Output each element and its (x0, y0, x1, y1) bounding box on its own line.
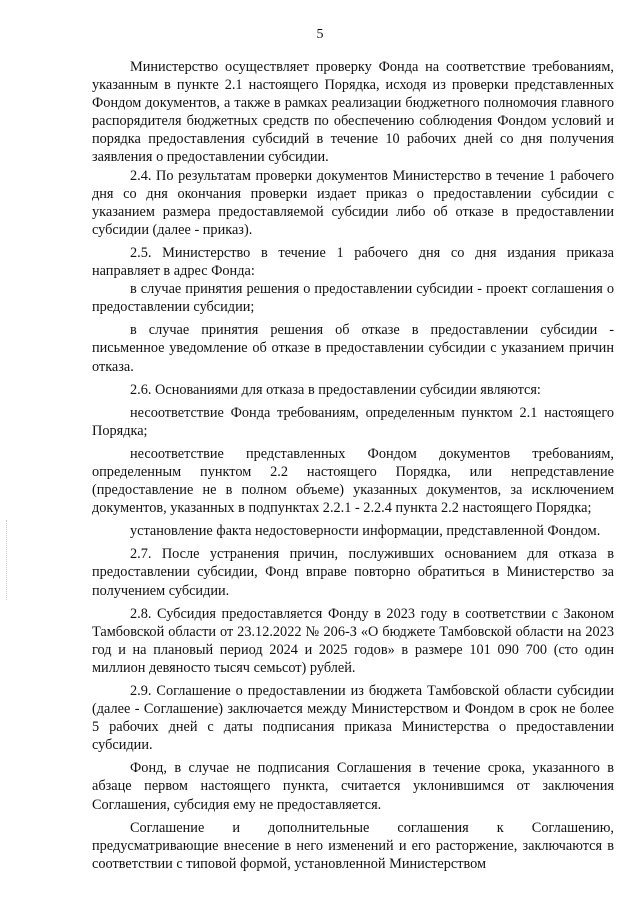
paragraph: 2.5. Министерство в течение 1 рабочего дня со дня издания приказа направляет в адрес Фонда: (92, 244, 614, 280)
paragraph: несоответствие представленных Фондом документов требованиям, определенным пунктом 2.2 настоящего Порядка, или непредставление (предоставление не в полном объеме) указанных документов, за исключением документов, указанных в подпунктах 2.2.1 - 2.2.4 пункта 2.2 настоящего Порядка; (92, 445, 614, 517)
paragraph: 2.6. Основаниями для отказа в предоставлении субсидии являются: (130, 381, 541, 398)
page-number: 5 (316, 27, 324, 42)
paragraph: 2.8. Субсидия предоставляется Фонду в 2023 году в соответствии с Законом Тамбовской области от 23.12.2022 № 206-З «О бюджете Тамбовской области на 2023 год и на плановый период 2024 и 2025 годов» в размере 101 090 700 (сто один миллион девяносто тысяч семьсот) рублей. (92, 605, 614, 676)
paragraph: Соглашение и дополнительные соглашения к Соглашению, предусматривающие внесение в него изменений и его расторжение, заключаются в соответствии с типовой формой, установленной Министерством (92, 819, 614, 872)
paragraph: Фонд, в случае не подписания Соглашения в течение срока, указанного в абзаце первом настоящего пункта, считается уклонившимся от заключения Соглашения, субсидия ему не предоставляется. (92, 760, 614, 813)
paragraph: 2.4. По результатам проверки документов Министерство в течение 1 рабочего дня со дня окончания проверки издает приказ о предоставлении субсидии с указанием размера предоставляемой субсидии либо об отказе в предоставлении субсидии (далее - приказ). (92, 167, 614, 238)
paragraph: 2.9. Соглашение о предоставлении из бюджета Тамбовской области субсидии (далее - Соглашение) заключается между Министерством и Фондом в срок не более 5 рабочих дней с даты подписания приказа Министерства о предоставлении субсидии. (92, 683, 614, 754)
paragraph: Министерство осуществляет проверку Фонда на соответствие требованиям, указанным в пункте 2.1 настоящего Порядка, исходя из проверки представленных Фондом документов, а также в рамках реализации бюджетного полномочия главного распорядителя бюджетных средств по обеспечению соблюдения Фондом условий и порядка предоставления субсидий в течение 10 рабочих дней со дня получения заявления о предоставлении субсидии. (92, 59, 614, 166)
margin-stamp-mark (6, 520, 11, 600)
paragraph: в случае принятия решения о предоставлении субсидии - проект соглашения о предоставлении субсидии; (92, 281, 614, 316)
paragraph: несоответствие Фонда требованиям, определенным пунктом 2.1 настоящего Порядка; (92, 404, 614, 439)
document-body (92, 58, 614, 873)
paragraph: в случае принятия решения об отказе в предоставлении субсидии - письменное уведомление об отказе в предоставлении субсидии с указанием причин отказа. (92, 322, 614, 375)
paragraph: 2.7. После устранения причин, послуживших основанием для отказа в предоставлении субсидии, Фонд вправе повторно обратиться в Министерство за получением субсидии. (92, 546, 614, 599)
paragraph: установление факта недостоверности информации, представленной Фондом. (130, 523, 601, 540)
